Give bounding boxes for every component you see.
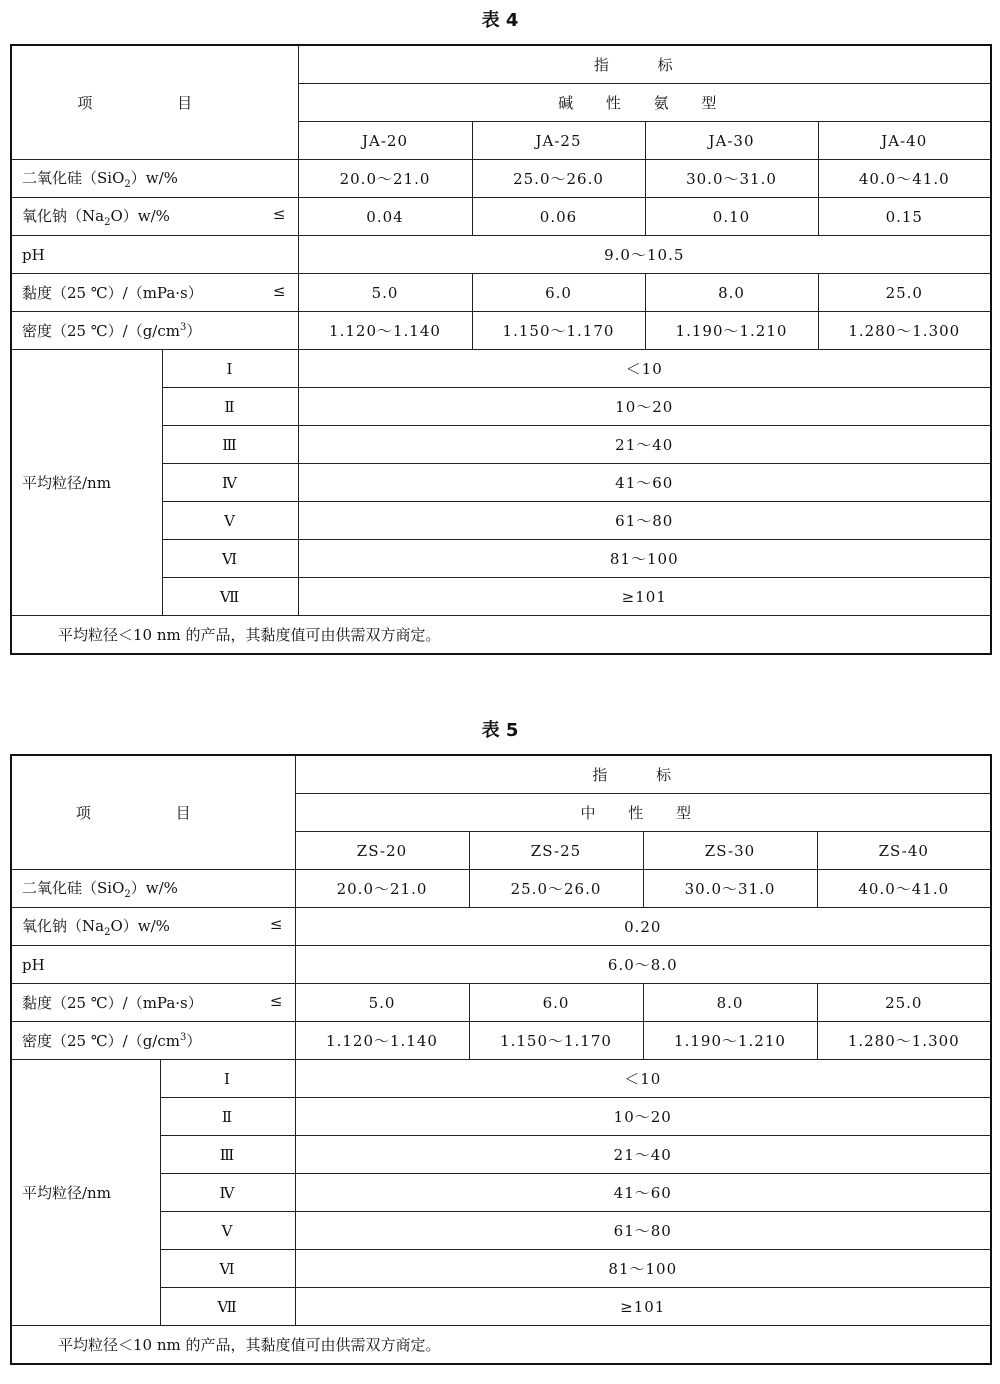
grade-label: Ⅳ	[162, 464, 298, 502]
grade-value: ≥101	[298, 578, 991, 616]
na2o-label: 氧化钠$(Na_2O)w/\%$ ≤	[11, 198, 298, 236]
sio2-value: 20.0～21.0	[295, 870, 469, 908]
sio2-label: 二氧化硅（SiO$_2$）w/%	[11, 160, 298, 198]
viscosity-value: 8.0	[645, 274, 818, 312]
grade-value: ＜10	[295, 1060, 991, 1098]
sio2-value: 30.0～31.0	[643, 870, 817, 908]
table-row	[11, 236, 991, 274]
grade-label: Ⅳ	[160, 1174, 295, 1212]
sio2-label: 二氧化硅（SiO$_2$）w/%	[11, 870, 295, 908]
grade-label: Ⅶ	[160, 1288, 295, 1326]
grade-value: 61～80	[298, 502, 991, 540]
table-row	[11, 616, 991, 655]
density-value: 1.120～1.140	[298, 312, 472, 350]
density-value: 1.150～1.170	[472, 312, 645, 350]
le-symbol: ≤	[272, 205, 286, 223]
density-label: 密度（25 $℃)/(g/cm^3)$	[11, 1022, 295, 1060]
table-4	[10, 44, 992, 655]
table-row	[11, 984, 991, 1022]
grade-value: 21～40	[295, 1136, 991, 1174]
density-value: 1.120～1.140	[295, 1022, 469, 1060]
item-header: 项 目	[11, 45, 298, 160]
type-header: 碱 性 氨 型	[298, 84, 991, 122]
table-row	[11, 1022, 991, 1060]
na2o-value: 0.06	[472, 198, 645, 236]
table-row	[11, 1060, 991, 1098]
viscosity-value: 8.0	[643, 984, 817, 1022]
grade-value: ＜10	[298, 350, 991, 388]
table-5-title: 表 5	[481, 720, 519, 741]
sio2-value: 40.0～41.0	[818, 160, 991, 198]
le-symbol: ≤	[272, 282, 286, 300]
grade-label: Ⅶ	[162, 578, 298, 616]
grade-label: Ⅰ	[162, 350, 298, 388]
ph-label: pH	[11, 946, 295, 984]
grade-label: Ⅲ	[162, 426, 298, 464]
table-row	[11, 946, 991, 984]
grade-label: Ⅱ	[160, 1098, 295, 1136]
na2o-label: 氧化钠$(Na_2O)w/\%$ ≤	[11, 908, 295, 946]
particle-size-label: 平均粒径/nm	[11, 1060, 160, 1326]
sio2-value: 30.0～31.0	[645, 160, 818, 198]
na2o-value: 0.10	[645, 198, 818, 236]
viscosity-value: 6.0	[472, 274, 645, 312]
table-row	[11, 312, 991, 350]
le-symbol: ≤	[269, 992, 283, 1010]
ph-label: pH	[11, 236, 298, 274]
table-row	[11, 350, 991, 388]
model-header: JA-30	[645, 122, 818, 160]
grade-label: Ⅰ	[160, 1060, 295, 1098]
grade-label: Ⅵ	[160, 1250, 295, 1288]
sio2-value: 40.0～41.0	[817, 870, 991, 908]
na2o-value: 0.20	[295, 908, 991, 946]
model-header: ZS-30	[643, 832, 817, 870]
model-header: JA-20	[298, 122, 472, 160]
grade-value: 41～60	[295, 1174, 991, 1212]
table-5	[10, 754, 992, 1365]
table-row	[11, 1326, 991, 1365]
item-header: 项 目	[11, 755, 295, 870]
grade-value: 81～100	[295, 1250, 991, 1288]
table-row	[11, 908, 991, 946]
model-header: ZS-40	[817, 832, 991, 870]
grade-label: Ⅴ	[162, 502, 298, 540]
indicator-header: 指 标	[295, 755, 991, 794]
particle-size-label: 平均粒径/nm	[11, 350, 162, 616]
table-4-title: 表 4	[481, 10, 519, 31]
table-row	[11, 160, 991, 198]
viscosity-value: 25.0	[817, 984, 991, 1022]
viscosity-value: 6.0	[469, 984, 643, 1022]
grade-label: Ⅲ	[160, 1136, 295, 1174]
viscosity-value: 25.0	[818, 274, 991, 312]
grade-value: 21～40	[298, 426, 991, 464]
viscosity-label: 黏度（25 ℃）/（mPa·s） ≤	[11, 274, 298, 312]
na2o-value: 0.15	[818, 198, 991, 236]
sio2-value: 25.0～26.0	[469, 870, 643, 908]
model-header: ZS-25	[469, 832, 643, 870]
density-value: 1.150～1.170	[469, 1022, 643, 1060]
table-note: 平均粒径＜10 nm 的产品，其黏度值可由供需双方商定。	[11, 1326, 991, 1365]
model-header: JA-25	[472, 122, 645, 160]
ph-value: 6.0～8.0	[295, 946, 991, 984]
table-note: 平均粒径＜10 nm 的产品，其黏度值可由供需双方商定。	[11, 616, 991, 655]
density-value: 1.280～1.300	[817, 1022, 991, 1060]
viscosity-value: 5.0	[298, 274, 472, 312]
grade-label: Ⅱ	[162, 388, 298, 426]
viscosity-label: 黏度（25 ℃）/（mPa·s） ≤	[11, 984, 295, 1022]
table-row	[11, 198, 991, 236]
grade-label: Ⅴ	[160, 1212, 295, 1250]
density-value: 1.190～1.210	[643, 1022, 817, 1060]
model-header: ZS-20	[295, 832, 469, 870]
indicator-header: 指 标	[298, 45, 991, 84]
grade-value: 10～20	[298, 388, 991, 426]
grade-value: 81～100	[298, 540, 991, 578]
type-header: 中 性 型	[295, 794, 991, 832]
grade-label: Ⅵ	[162, 540, 298, 578]
grade-value: 41～60	[298, 464, 991, 502]
le-symbol: ≤	[269, 915, 283, 933]
table-row	[11, 870, 991, 908]
density-value: 1.190～1.210	[645, 312, 818, 350]
ph-value: 9.0～10.5	[298, 236, 991, 274]
grade-value: ≥101	[295, 1288, 991, 1326]
grade-value: 10～20	[295, 1098, 991, 1136]
table-row	[11, 274, 991, 312]
sio2-value: 20.0～21.0	[298, 160, 472, 198]
grade-value: 61～80	[295, 1212, 991, 1250]
sio2-value: 25.0～26.0	[472, 160, 645, 198]
na2o-value: 0.04	[298, 198, 472, 236]
density-value: 1.280～1.300	[818, 312, 991, 350]
density-label: 密度（25 $℃)/(g/cm^3)$	[11, 312, 298, 350]
model-header: JA-40	[818, 122, 991, 160]
viscosity-value: 5.0	[295, 984, 469, 1022]
